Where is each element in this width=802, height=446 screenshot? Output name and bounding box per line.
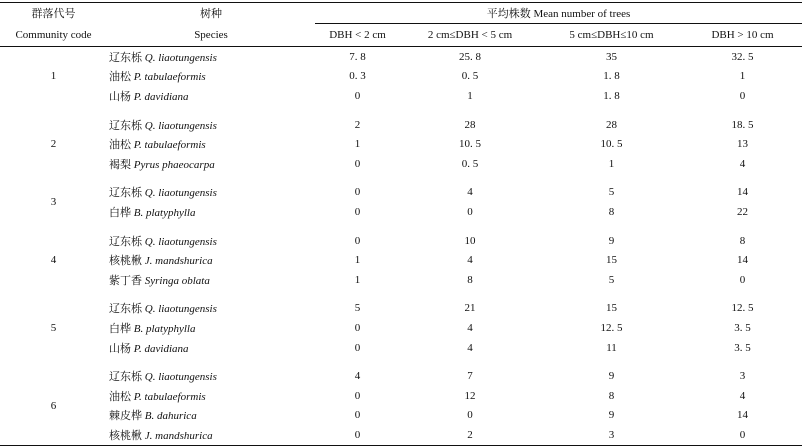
value-cell-class-1: 1 — [354, 273, 361, 286]
species-chinese-name: 紫丁香 — [109, 274, 142, 287]
species-latin-name: Pyrus phaeocarpa — [133, 158, 215, 171]
value-cell-class-3: 9 — [608, 409, 615, 422]
species-cell — [107, 231, 315, 251]
value-cell-class-4: 14 — [737, 409, 748, 422]
species-cell — [107, 338, 315, 358]
value-cell-class-4: 4 — [739, 389, 746, 402]
species-chinese-name: 核桃楸 — [109, 255, 142, 268]
table-row — [0, 338, 802, 358]
value-cell-class-2: 4 — [467, 254, 473, 267]
value-cell-class-1: 0 — [354, 389, 361, 402]
header-species-cn: 树种 — [200, 8, 222, 21]
table-row — [0, 250, 802, 270]
value-cell-class-3: 11 — [606, 341, 617, 354]
table-row — [0, 115, 802, 135]
species-chinese-name: 山杨 — [109, 90, 131, 103]
tree-density-table — [0, 2, 802, 446]
value-cell-class-2: 12 — [464, 389, 476, 402]
value-cell-class-2: 4 — [467, 341, 473, 354]
species-cell — [107, 115, 315, 135]
species-latin-name: Q. liaotungensis — [144, 371, 217, 384]
species-cell — [107, 299, 315, 319]
value-cell-class-4: 4 — [739, 157, 746, 170]
value-cell-class-1: 0 — [354, 341, 361, 354]
species-latin-name: P. tabulaeformis — [133, 139, 206, 152]
species-latin-name: P. tabulaeformis — [133, 71, 206, 84]
group-spacer — [0, 357, 802, 366]
species-chinese-name: 辽东栎 — [109, 235, 142, 248]
species-cell — [107, 425, 315, 445]
value-cell-class-4: 13 — [737, 138, 748, 151]
value-cell-class-3: 5 — [608, 186, 615, 199]
species-cell — [107, 406, 315, 426]
table-row — [0, 47, 802, 67]
species-cell — [107, 250, 315, 270]
value-cell-class-3: 28 — [606, 118, 617, 131]
value-cell-class-2: 10. 5 — [459, 138, 481, 151]
value-cell-class-4: 14 — [737, 254, 748, 267]
species-latin-name: B. dahurica — [144, 410, 197, 423]
value-cell-class-2: 4 — [467, 186, 473, 199]
species-cell — [107, 270, 315, 290]
value-cell-class-1: 0. 3 — [349, 70, 366, 83]
value-cell-class-1: 7. 8 — [349, 50, 366, 63]
value-cell-class-3: 10. 5 — [600, 138, 623, 151]
species-chinese-name: 油松 — [109, 139, 131, 152]
value-cell-class-3: 1. 8 — [603, 70, 620, 83]
value-cell-class-4: 18. 5 — [731, 118, 754, 131]
species-cell — [107, 386, 315, 406]
species-chinese-name: 核桃楸 — [109, 429, 142, 442]
value-cell-class-4: 12. 5 — [731, 302, 754, 315]
table-row — [0, 270, 802, 290]
header-class-2: 2 cm≤DBH < 5 cm — [400, 24, 540, 47]
value-cell-class-1: 0 — [354, 321, 361, 334]
community-code-cell: 3 — [50, 196, 57, 209]
species-chinese-name: 辽东栎 — [109, 119, 142, 132]
species-chinese-name: 辽东栎 — [109, 51, 142, 64]
species-chinese-name: 辽东栎 — [109, 187, 142, 200]
species-latin-name: P. tabulaeformis — [133, 390, 206, 403]
species-latin-name: B. platyphylla — [133, 206, 196, 219]
value-cell-class-1: 0 — [354, 89, 361, 102]
value-cell-class-1: 0 — [354, 234, 361, 247]
table-row — [0, 299, 802, 319]
species-latin-name: J. mandshurica — [144, 429, 213, 442]
value-cell-class-4: 0 — [739, 273, 746, 286]
table-row — [0, 425, 802, 445]
value-cell-class-1: 1 — [354, 254, 361, 267]
community-code-cell: 2 — [50, 138, 57, 151]
species-chinese-name: 白桦 — [109, 206, 131, 219]
value-cell-class-2: 28 — [464, 118, 476, 131]
value-cell-class-1: 0 — [354, 205, 361, 218]
table-row — [0, 154, 802, 174]
value-cell-class-4: 1 — [739, 70, 746, 83]
species-latin-name: Q. liaotungensis — [144, 119, 217, 132]
value-cell-class-4: 14 — [737, 186, 748, 199]
table-row — [0, 318, 802, 338]
species-latin-name: P. davidiana — [133, 342, 189, 355]
value-cell-class-4: 22 — [737, 205, 748, 218]
header-class-1: DBH < 2 cm — [315, 24, 400, 47]
species-cell — [107, 47, 315, 67]
community-code-cell: 4 — [50, 254, 57, 267]
header-class-4: DBH > 10 cm — [683, 24, 802, 47]
group-spacer — [0, 106, 802, 115]
table-row — [0, 406, 802, 426]
species-chinese-name: 棘皮桦 — [109, 410, 142, 423]
value-cell-class-2: 21 — [464, 302, 476, 315]
species-cell — [107, 134, 315, 154]
species-chinese-name: 辽东栎 — [109, 303, 142, 316]
table-row — [0, 183, 802, 203]
table-row — [0, 366, 802, 386]
value-cell-class-1: 0 — [354, 157, 361, 170]
value-cell-class-2: 1 — [467, 89, 473, 102]
species-chinese-name: 褐梨 — [109, 158, 131, 171]
value-cell-class-2: 4 — [467, 321, 473, 334]
value-cell-class-2: 0 — [467, 409, 473, 422]
value-cell-class-3: 9 — [608, 234, 615, 247]
value-cell-class-1: 4 — [354, 370, 361, 383]
value-cell-class-2: 8 — [467, 273, 473, 286]
species-cell — [107, 86, 315, 106]
species-latin-name: B. platyphylla — [133, 322, 196, 335]
value-cell-class-3: 12. 5 — [600, 321, 623, 334]
value-cell-class-3: 15 — [606, 302, 617, 315]
value-cell-class-1: 0 — [354, 186, 361, 199]
species-cell — [107, 202, 315, 222]
community-code-cell: 6 — [50, 399, 57, 412]
header-community-code-en: Community code — [0, 24, 107, 47]
community-code-cell: 1 — [50, 70, 57, 83]
value-cell-class-3: 15 — [606, 254, 617, 267]
species-cell — [107, 183, 315, 203]
species-chinese-name: 辽东栎 — [109, 371, 142, 384]
value-cell-class-4: 0 — [739, 89, 746, 102]
species-cell — [107, 318, 315, 338]
table-body — [0, 47, 802, 446]
community-code-cell: 5 — [50, 321, 57, 334]
table-row — [0, 86, 802, 106]
header-community-code-cn: 群落代号 — [31, 8, 76, 21]
value-cell-class-3: 1. 8 — [603, 89, 620, 102]
value-cell-class-2: 25. 8 — [459, 50, 481, 63]
species-latin-name: Syringa oblata — [144, 274, 210, 287]
value-cell-class-2: 2 — [467, 428, 473, 441]
value-cell-class-1: 0 — [354, 428, 361, 441]
species-latin-name: Q. liaotungensis — [144, 303, 217, 316]
value-cell-class-2: 10 — [464, 234, 476, 247]
value-cell-class-1: 1 — [354, 138, 361, 151]
value-cell-class-1: 5 — [354, 302, 361, 315]
value-cell-class-3: 8 — [608, 389, 615, 402]
species-latin-name: Q. liaotungensis — [144, 235, 217, 248]
value-cell-class-3: 8 — [608, 205, 615, 218]
value-cell-class-4: 3. 5 — [734, 321, 751, 334]
value-cell-class-3: 35 — [606, 50, 617, 63]
species-cell — [107, 366, 315, 386]
header-mean-title: 平均株数 Mean number of trees — [315, 3, 802, 24]
species-chinese-name: 油松 — [109, 71, 131, 84]
species-latin-name: J. mandshurica — [144, 255, 213, 268]
species-chinese-name: 油松 — [109, 390, 131, 403]
value-cell-class-4: 32. 5 — [731, 50, 754, 63]
species-latin-name: Q. liaotungensis — [144, 51, 217, 64]
value-cell-class-3: 3 — [608, 428, 615, 441]
value-cell-class-2: 7 — [467, 370, 473, 383]
species-latin-name: P. davidiana — [133, 90, 189, 103]
table-row — [0, 134, 802, 154]
header-species-en: Species — [107, 24, 315, 47]
value-cell-class-4: 3. 5 — [734, 341, 751, 354]
value-cell-class-3: 1 — [608, 157, 615, 170]
group-spacer — [0, 174, 802, 183]
header-class-3: 5 cm≤DBH≤10 cm — [540, 24, 683, 47]
species-cell — [107, 67, 315, 87]
group-spacer — [0, 290, 802, 299]
value-cell-class-4: 0 — [739, 428, 746, 441]
species-chinese-name: 白桦 — [109, 322, 131, 335]
value-cell-class-2: 0. 5 — [461, 157, 479, 170]
value-cell-class-1: 0 — [354, 409, 361, 422]
value-cell-class-4: 3 — [739, 370, 746, 383]
species-latin-name: Q. liaotungensis — [144, 187, 217, 200]
table-row — [0, 202, 802, 222]
value-cell-class-4: 8 — [739, 234, 746, 247]
value-cell-class-1: 2 — [354, 118, 361, 131]
value-cell-class-3: 9 — [608, 370, 615, 383]
table-row — [0, 67, 802, 87]
species-chinese-name: 山杨 — [109, 342, 131, 355]
table-row — [0, 386, 802, 406]
table-row — [0, 231, 802, 251]
value-cell-class-2: 0 — [467, 205, 473, 218]
value-cell-class-3: 5 — [608, 273, 615, 286]
value-cell-class-2: 0. 5 — [461, 70, 479, 83]
species-cell — [107, 154, 315, 174]
group-spacer — [0, 222, 802, 231]
